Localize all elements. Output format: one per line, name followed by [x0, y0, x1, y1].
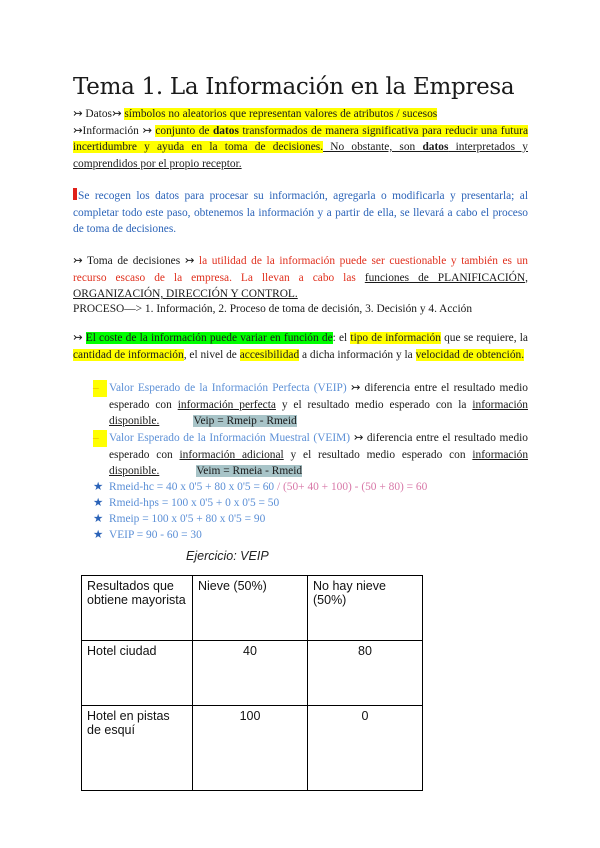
veim-item: – Valor Esperado de la Información Muestral (VEIM) ↣ diferencia entre el resultado medio esperado con información adicional y el resultado medio esperado con información disponible. Veim = Rmeia - Rmeid	[93, 432, 529, 477]
informacion-definition: conjunto de datos transformados de manera significativa para reducir una futura incertidumbre y ayuda en la toma de decisiones.	[73, 124, 528, 153]
table-row	[82, 641, 423, 706]
value-cell: 80	[308, 641, 423, 706]
star-item-3: ★ Rmeip = 100 x 0'5 + 80 x 0'5 = 90	[93, 511, 528, 528]
decision-text: la utilidad de la información puede ser cuestionable y también es un recurso escaso de la empresa. La llevan a cabo las	[73, 255, 528, 284]
decision-paragraph	[73, 253, 528, 303]
veip-item: – Valor Esperado de la Información Perfecta (VEIP) ↣ diferencia entre el resultado medio esperado con información perfecta y el resultado medio esperado con la información disponible. Veip = Rmeip - Rmeid	[93, 382, 528, 427]
dash-marker: –	[93, 430, 107, 447]
dash-marker: –	[93, 380, 107, 397]
row-label: Hotel ciudad	[82, 641, 193, 706]
functions-text: funciones de PLANIFICACIÓN, ORGANIZACIÓN, DIRECCIÓN Y CONTROL.	[73, 271, 528, 300]
process-paragraph: Se recogen los datos para procesar su información, agregarla o modificarla y presentarla; al completar todo este paso, obtenemos la información y a partir de ella, se llevará a cabo el proceso de toma de decisiones.	[73, 190, 528, 235]
star-item-1: ★ Rmeid-hc = 40 x 0'5 + 80 x 0'5 = 60 / (50+ 40 + 100) - (50 + 80) = 60	[93, 479, 528, 496]
decision-label: ↣ Toma de decisiones ↣	[73, 255, 199, 267]
value-cell: 100	[193, 706, 308, 791]
definitions-paragraph	[73, 106, 528, 172]
datos-label: ↣ Datos↣	[73, 108, 125, 120]
star-icon: ★	[93, 497, 104, 509]
star-icon: ★	[93, 481, 104, 493]
star-item-2: ★ Rmeid-hps = 100 x 0'5 + 0 x 0'5 = 50	[93, 495, 528, 512]
star-icon: ★	[93, 529, 104, 541]
table-header-row	[82, 576, 423, 641]
value-cell: 40	[193, 641, 308, 706]
header-cell: Nieve (50%)	[193, 576, 308, 641]
star-icon: ★	[93, 513, 104, 525]
datos-definition: símbolos no aleatorios que representan valores de atributos / sucesos	[124, 108, 438, 120]
no-obstante-text: No obstante, son datos interpretados y comprendidos por el propio receptor.	[73, 141, 529, 170]
informacion-label: ↣Información ↣	[73, 124, 156, 137]
veim-formula: Veim = Rmeia - Rmeid	[196, 465, 303, 477]
exercise-table	[81, 575, 423, 791]
value-cell: 0	[308, 706, 423, 791]
veip-formula: Veip = Rmeip - Rmeid	[193, 415, 297, 427]
exercise-caption: Ejercicio: VEIP	[186, 549, 269, 563]
red-marker-icon	[73, 188, 77, 200]
star-item-4: ★ VEIP = 90 - 60 = 30	[93, 527, 528, 544]
cost-intro: El coste de la información puede variar en función de	[85, 332, 333, 344]
row-label: Hotel en pistas de esquí	[82, 706, 193, 791]
header-cell: Resultados que obtiene mayorista	[82, 576, 193, 641]
cost-paragraph: ↣ El coste de la información puede variar en función de: el tipo de información que se requiere, la cantidad de información, el nivel de accesibilidad a dicha información y la velocidad de obtención.	[73, 332, 528, 361]
header-cell: No hay nieve (50%)	[308, 576, 423, 641]
page-title: Tema 1. La Información en la Empresa	[73, 74, 515, 100]
proceso-line: PROCESO—> 1. Información, 2. Proceso de toma de decisión, 3. Decisión y 4. Acción	[73, 303, 473, 315]
table-row	[82, 706, 423, 791]
